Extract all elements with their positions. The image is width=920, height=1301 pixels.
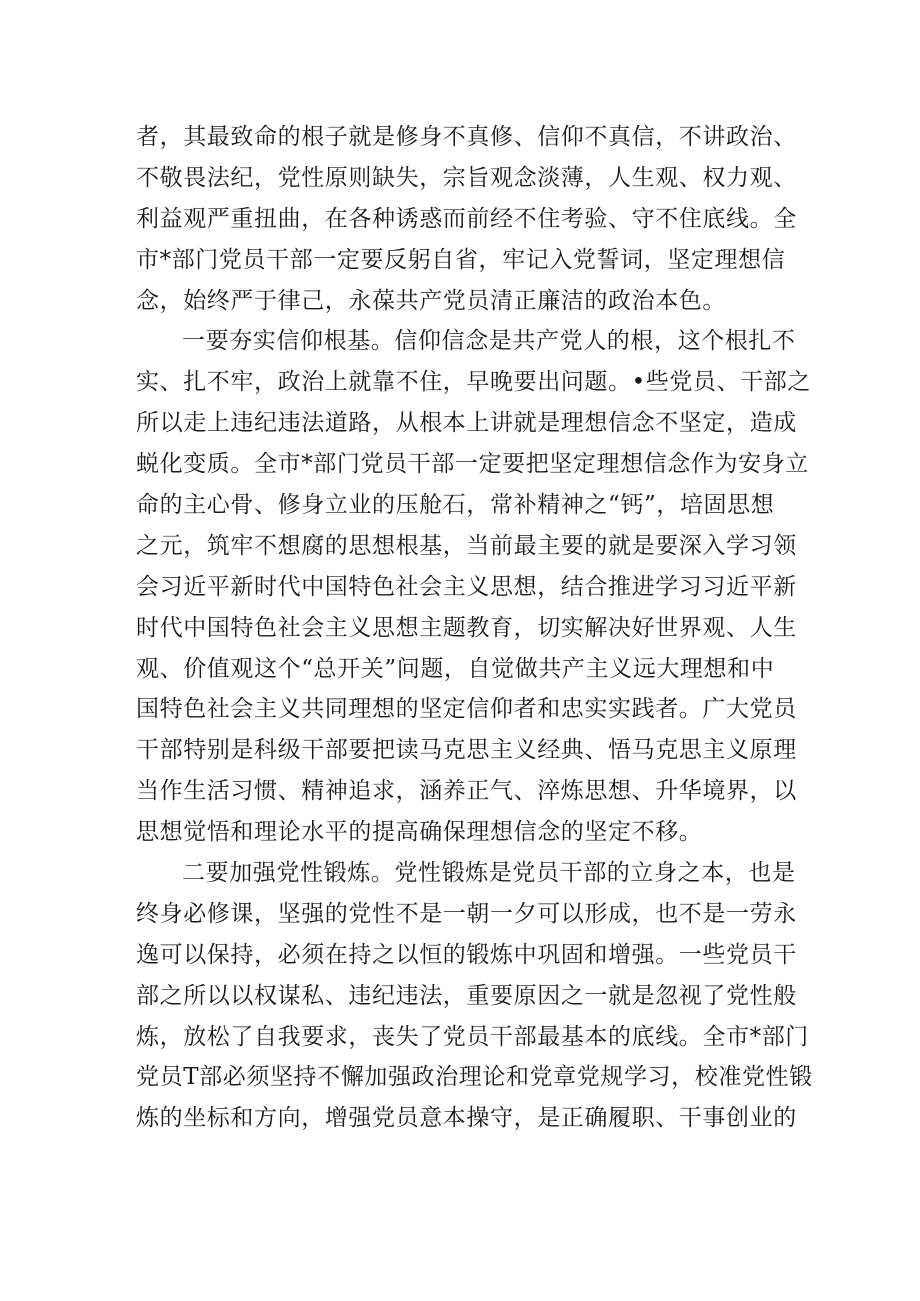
text-line: 炼，放松了自我要求，丧失了党员干部最基本的底线。全市*部门 — [136, 1023, 809, 1050]
text-line: 国特色社会主义共同理想的坚定信仰者和忠实实践者。广大党员 — [136, 696, 797, 723]
body-text — [136, 117, 813, 1139]
text-line: 部之所以以权谋私、违纪违法，重要原因之一就是忽视了党性般 — [136, 982, 797, 1009]
text-line: 党员T部必须坚持不懈加强政治理论和党章党规学习，校准党性锻 — [136, 1064, 813, 1091]
text-line: 市*部门党员干部一定要反躬自省，牢记入党誓词，坚定理想信 — [136, 246, 786, 273]
text-line: 干部特别是科级干部要把读马克思主义经典、悟马克思主义原理 — [136, 737, 797, 764]
text-line: 实、扎不牢，政治上就靠不住，早晚要出问题。•些党员、干部之 — [136, 369, 811, 396]
paragraph-start-line: 二要加强党性锻炼。党性锻炼是党员干部的立身之本，也是 — [182, 860, 796, 887]
text-line: 利益观严重扭曲，在各种诱惑而前经不住考验、守不住底线。全 — [136, 205, 797, 232]
text-line: 蜕化变质。全市*部门党员干部一定要把坚定理想信念作为安身立 — [136, 451, 809, 478]
text-line: 之元，筑牢不想腐的思想根基，当前最主要的就是要深入学习领 — [136, 532, 797, 559]
text-line: 逸可以保持，必须在持之以恒的锻炼中巩固和增强。一些党员干 — [136, 941, 797, 968]
text-line: 观、价值观这个“总开关”问题，自觉做共产主义远大理想和中 — [136, 655, 775, 682]
text-line: 会习近平新时代中国特色社会主义思想，结合推进学习习近平新 — [136, 573, 797, 600]
text-line: 者，其最致命的根子就是修身不真修、信仰不真信，不讲政治、 — [136, 124, 797, 150]
text-line: 时代中国特色社会主义思想主题教育，切实解决好世界观、人生 — [136, 614, 797, 641]
paragraph-start-line: 一要夯实信仰根基。信仰信念是共产党人的根，这个根扎不 — [182, 328, 796, 355]
text-line: 念，始终严于律己，永葆共产党员清正廉洁的政治本色。 — [136, 287, 726, 314]
text-line: 所以走上违纪违法道路，从根本上讲就是理想信念不坚定，造成 — [136, 410, 797, 437]
text-line: 当作生活习惯、精神追求，涵养正气、淬炼思想、升华境界，以 — [136, 778, 797, 805]
text-line: 命的主心骨、修身立业的压舱石，常补精神之“钙”，培固思想 — [136, 492, 775, 519]
text-line: 终身必修课，坚强的党性不是一朝一夕可以形成，也不是一劳永 — [136, 900, 797, 927]
text-line: 思想觉悟和理论水平的提高确保理想信念的坚定不移。 — [136, 819, 703, 846]
text-line: 不敬畏法纪，党性原则缺失，宗旨观念淡薄，人生观、权力观、 — [136, 164, 797, 191]
text-line: 炼的坐标和方向，增强党员意本操守，是正确履职、干事创业的 — [136, 1105, 797, 1132]
